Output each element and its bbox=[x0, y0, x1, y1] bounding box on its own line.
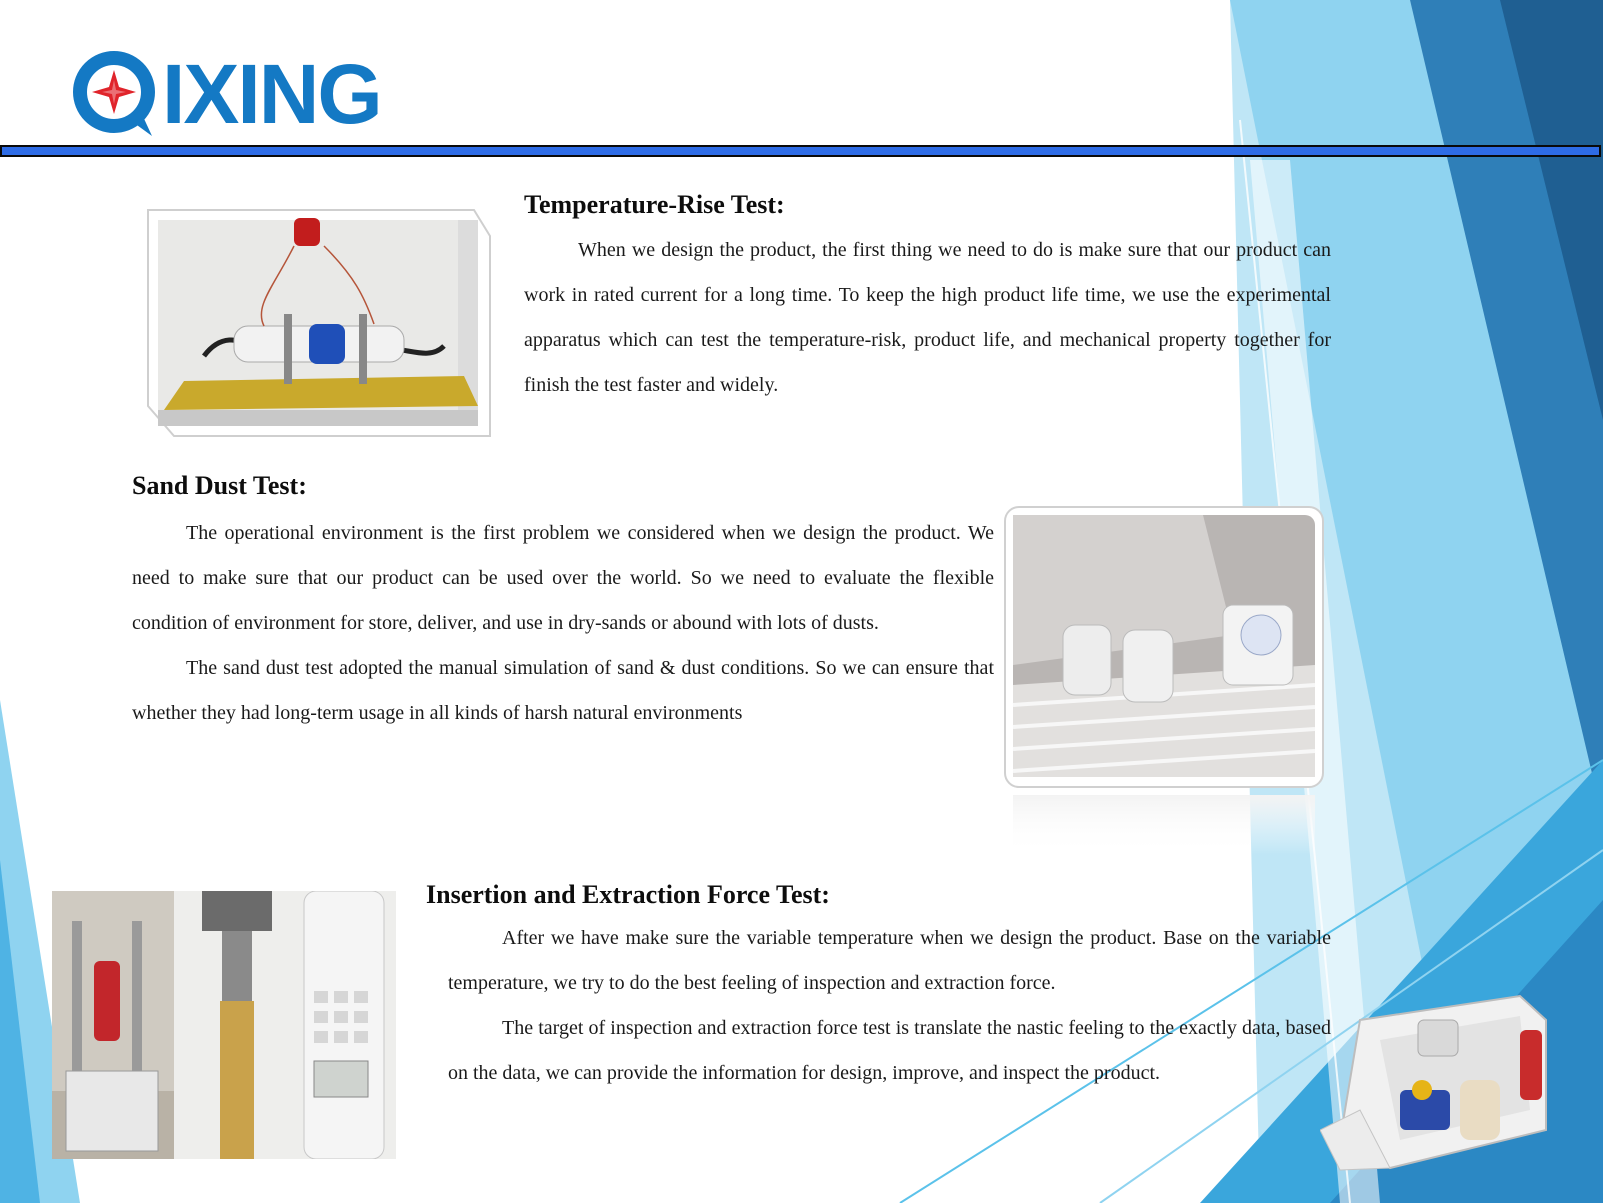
sand-dust-paragraph-1: The operational environment is the first problem we considered when we design the product. We need to make sure that our product can be used over the world. So we need to evaluate the flexible condition of environment for store, deliver, and use in dry-sands or abound with lots of dusts. bbox=[132, 522, 994, 634]
header-divider-bar bbox=[0, 145, 1601, 157]
sand-dust-chamber-photo bbox=[1003, 505, 1327, 857]
sand-dust-title: Sand Dust Test: bbox=[132, 471, 307, 500]
logo-wordmark: IXING bbox=[162, 47, 381, 141]
sand-dust-paragraph-2: The sand dust test adopted the manual simulation of sand & dust conditions. So we can ensure that whether they had long-term usage in all kinds of harsh natural environments bbox=[132, 657, 994, 724]
insertion-extraction-paragraph-1: After we have make sure the variable temperature when we design the product. Base on the variable temperature, we try to do the best feeling of inspection and extraction force. bbox=[448, 927, 1331, 994]
insertion-extraction-body bbox=[448, 916, 1331, 1096]
insertion-extraction-title: Insertion and Extraction Force Test: bbox=[426, 880, 830, 909]
temperature-rise-apparatus-photo bbox=[144, 206, 494, 440]
temperature-rise-title: Temperature-Rise Test: bbox=[524, 190, 785, 219]
logo-q-icon bbox=[70, 50, 166, 140]
qixing-logo bbox=[70, 47, 390, 141]
insertion-force-tester-photo bbox=[52, 891, 396, 1159]
open-socket-box-photo bbox=[1320, 990, 1560, 1180]
temperature-rise-paragraph: When we design the product, the first thing we need to do is make sure that our product can work in rated current for a long time. To keep the high product life time, we use the experimental apparatus which can test the temperature-risk, product life, and mechanical property together for finish the test faster and widely. bbox=[524, 239, 1331, 396]
insertion-extraction-paragraph-2: The target of inspection and extraction force test is translate the nastic feeling to the exactly data, based on the data, we can provide the information for design, improve, and inspect the product. bbox=[448, 1017, 1331, 1084]
temperature-rise-body bbox=[524, 228, 1331, 408]
sand-dust-body bbox=[132, 511, 994, 736]
